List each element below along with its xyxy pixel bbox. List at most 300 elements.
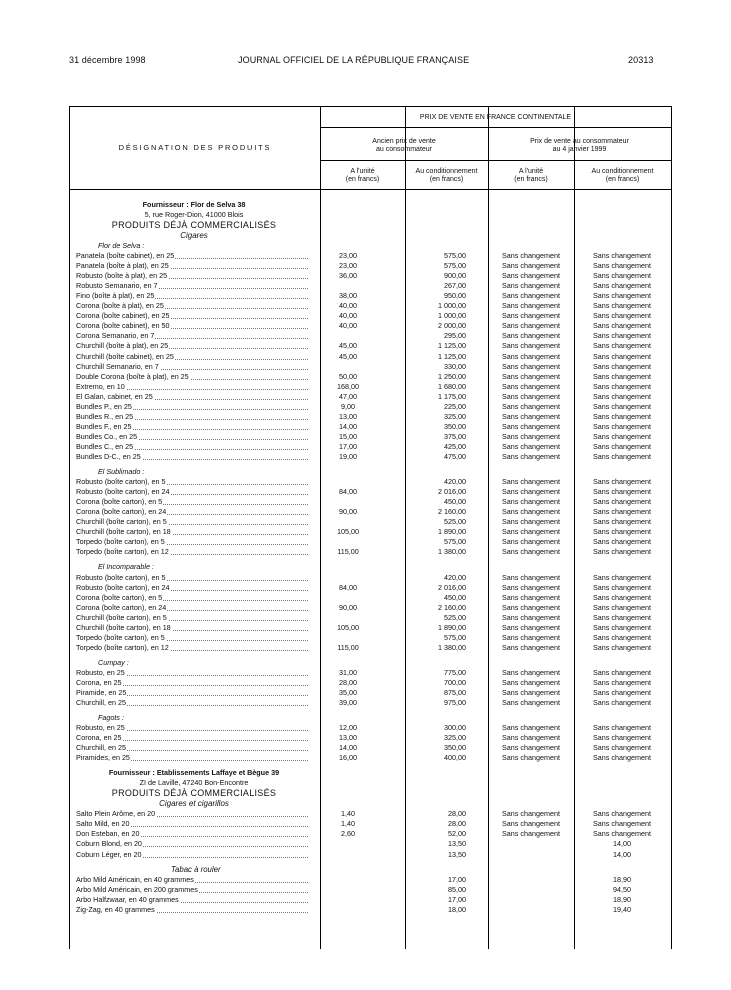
ancien-prix-conditionnement: 1 125,00 — [438, 341, 466, 351]
table-row — [76, 301, 670, 311]
table-row — [76, 573, 670, 583]
product-name — [76, 517, 308, 527]
product-name — [76, 311, 308, 321]
ancien-prix-conditionnement: 18,00 — [448, 904, 466, 914]
nouveau-prix-conditionnement: Sans changement — [593, 612, 651, 622]
product-name — [76, 819, 308, 829]
ancien-prix-unite: 105,00 — [337, 527, 359, 537]
table-row — [76, 885, 670, 895]
ancien-prix-conditionnement: 950,00 — [444, 291, 466, 301]
nouveau-prix-unite: Sans changement — [502, 371, 560, 381]
nouveau-prix-conditionnement: Sans changement — [593, 411, 651, 421]
ancien-prix-conditionnement: 1 175,00 — [438, 391, 466, 401]
supplier-address: ZI de Laville, 47240 Bon-Encontre — [139, 778, 249, 788]
product-name-text: Churchill (boîte carton), en 5 — [76, 612, 167, 622]
ancien-prix-conditionnement: 775,00 — [444, 667, 466, 677]
ancien-prix-conditionnement: 475,00 — [444, 451, 466, 461]
ancien-prix-unite: 40,00 — [339, 311, 357, 321]
product-name — [76, 643, 308, 653]
product-name — [76, 291, 308, 301]
ancien-prix-conditionnement: 575,00 — [444, 537, 466, 547]
ancien-prix-unite: 14,00 — [339, 743, 357, 753]
nouveau-prix-conditionnement: Sans changement — [593, 517, 651, 527]
ancien-prix-conditionnement: 575,00 — [444, 261, 466, 271]
nouveau-prix-unite: Sans changement — [502, 441, 560, 451]
ancien-prix-unite: 36,00 — [339, 271, 357, 281]
ancien-prix-unite: 39,00 — [339, 698, 357, 708]
ancien-prix-unite: 84,00 — [339, 487, 357, 497]
nouveau-prix-conditionnement: Sans changement — [593, 331, 651, 341]
ancien-prix-conditionnement: 1 380,00 — [438, 547, 466, 557]
ancien-prix-unite: 90,00 — [339, 507, 357, 517]
product-name-text: Churchill, en 25 — [76, 743, 126, 753]
nouveau-prix-unite: Sans changement — [502, 477, 560, 487]
table-row — [76, 583, 670, 593]
nouveau-prix-unite: Sans changement — [502, 301, 560, 311]
col-cond-nouveau-line1: Au conditionnement — [591, 168, 654, 175]
product-name — [76, 251, 308, 261]
product-name-text: Bundles R., en 25 — [76, 411, 134, 421]
product-name-text: Arbo Mild Américain, en 200 grammes — [76, 884, 198, 894]
table-row — [76, 477, 670, 487]
product-name — [76, 301, 308, 311]
product-name-text: Corona (boîte cabinet), en 50 — [76, 321, 170, 331]
nouveau-prix-unite: Sans changement — [502, 677, 560, 687]
nouveau-prix-conditionnement: Sans changement — [593, 753, 651, 763]
nouveau-prix-conditionnement: Sans changement — [593, 261, 651, 271]
product-name-text: Corona (boîte carton), en 5 — [76, 497, 163, 507]
ancien-prix-conditionnement: 295,00 — [444, 331, 466, 341]
nouveau-prix-unite: Sans changement — [502, 351, 560, 361]
ancien-prix-conditionnement: 325,00 — [444, 733, 466, 743]
nouveau-prix-conditionnement: Sans changement — [593, 527, 651, 537]
ancien-prix-conditionnement: 2 016,00 — [438, 582, 466, 592]
table-row — [76, 341, 670, 351]
ancien-prix-conditionnement: 1 250,00 — [438, 371, 466, 381]
ancien-prix-conditionnement: 267,00 — [444, 281, 466, 291]
nouveau-prix-conditionnement: Sans changement — [593, 592, 651, 602]
header-date: 31 décembre 1998 — [69, 55, 146, 65]
nouveau-prix-conditionnement: Sans changement — [593, 688, 651, 698]
nouveau-prix-line1: Prix de vente au consommateur — [530, 138, 629, 145]
product-name-text: Bundles D-C., en 25 — [76, 451, 141, 461]
table-row — [76, 819, 670, 829]
ancien-prix-unite: 105,00 — [337, 622, 359, 632]
header-page-number: 20313 — [628, 55, 654, 65]
col-cond-ancien-line1: Au conditionnement — [415, 168, 478, 175]
col-unite-nouveau-line1: A l'unité — [518, 168, 544, 175]
ancien-prix-unite: 45,00 — [339, 341, 357, 351]
product-name-text: Zig-Zag, en 40 grammes — [76, 904, 155, 914]
product-name-text: Panatela (boîte cabinet), en 25 — [76, 251, 175, 261]
group-title-text: Cumpay : — [98, 657, 129, 667]
nouveau-prix-unite: Sans changement — [502, 753, 560, 763]
product-name — [76, 372, 308, 382]
ancien-prix-conditionnement: 330,00 — [444, 361, 466, 371]
ancien-prix-unite: 14,00 — [339, 421, 357, 431]
table-row — [76, 743, 670, 753]
table-row — [76, 875, 670, 885]
table-row — [76, 678, 670, 688]
product-name-text: Robusto, en 25 — [76, 723, 125, 733]
nouveau-prix-conditionnement: Sans changement — [593, 602, 651, 612]
product-name — [76, 341, 308, 351]
product-name-text: Piramide, en 25 — [76, 688, 127, 698]
product-name-text: Coburn Léger, en 20 — [76, 849, 142, 859]
ancien-prix-unite: 2,60 — [341, 829, 355, 839]
table-row — [76, 643, 670, 653]
product-group-title — [76, 658, 670, 668]
product-name — [76, 829, 308, 839]
nouveau-prix-conditionnement: Sans changement — [593, 431, 651, 441]
ancien-prix-conditionnement: 1 890,00 — [438, 527, 466, 537]
nouveau-prix-unite: Sans changement — [502, 411, 560, 421]
ancien-prix-conditionnement: 1 380,00 — [438, 642, 466, 652]
ancien-prix-unite: 35,00 — [339, 688, 357, 698]
nouveau-prix-conditionnement: Sans changement — [593, 497, 651, 507]
table-row — [76, 487, 670, 497]
nouveau-prix-conditionnement: 14,00 — [613, 849, 631, 859]
nouveau-prix-conditionnement: Sans changement — [593, 441, 651, 451]
ancien-prix-unite: 84,00 — [339, 582, 357, 592]
nouveau-prix-conditionnement: Sans changement — [593, 723, 651, 733]
table-row — [76, 497, 670, 507]
product-name-text: Double Corona (boîte à plat), en 25 — [76, 371, 189, 381]
ancien-prix-conditionnement: 225,00 — [444, 401, 466, 411]
table-row — [76, 668, 670, 678]
nouveau-prix-conditionnement: Sans changement — [593, 321, 651, 331]
product-name — [76, 352, 308, 362]
product-name — [76, 583, 308, 593]
product-name-text: Don Esteban, en 20 — [76, 829, 140, 839]
nouveau-prix-conditionnement: Sans changement — [593, 421, 651, 431]
product-name-text: Robusto (boîte à plat), en 25 — [76, 271, 168, 281]
product-name — [76, 809, 308, 819]
supplier-name: Fournisseur : Etablissements Laffaye et Bègue 39 — [108, 768, 280, 778]
nouveau-prix-unite: Sans changement — [502, 688, 560, 698]
nouveau-prix-unite: Sans changement — [502, 592, 560, 602]
product-name-text: Torpedo (boîte carton), en 5 — [76, 632, 165, 642]
ancien-prix-unite: 1,40 — [341, 809, 355, 819]
nouveau-prix-heading — [488, 138, 671, 154]
ancien-prix-conditionnement: 420,00 — [444, 572, 466, 582]
table-row — [76, 723, 670, 733]
product-name-text: Bundles P., en 25 — [76, 401, 132, 411]
product-name-text: Corona, en 25 — [76, 733, 122, 743]
nouveau-prix-unite: Sans changement — [502, 431, 560, 441]
supplier-address: 5, rue Roger-Dion, 41000 Blois — [144, 210, 244, 219]
nouveau-prix-unite: Sans changement — [502, 361, 560, 371]
nouveau-prix-unite: Sans changement — [502, 517, 560, 527]
nouveau-prix-unite: Sans changement — [502, 632, 560, 642]
nouveau-prix-unite: Sans changement — [502, 537, 560, 547]
group-title-text: Flor de Selva : — [98, 241, 145, 250]
header-rule — [320, 160, 671, 161]
ancien-prix-heading — [320, 138, 488, 154]
nouveau-prix-unite: Sans changement — [502, 421, 560, 431]
ancien-prix-unite: 12,00 — [339, 723, 357, 733]
nouveau-prix-conditionnement: Sans changement — [593, 281, 651, 291]
table-row — [76, 613, 670, 623]
supplier-products — [76, 241, 670, 763]
table-row — [76, 372, 670, 382]
product-group-title — [76, 713, 670, 723]
nouveau-prix-conditionnement: Sans changement — [593, 311, 651, 321]
product-name-text: Salto Plein Arôme, en 20 — [76, 809, 156, 819]
nouveau-prix-unite: Sans changement — [502, 547, 560, 557]
nouveau-prix-conditionnement: 18,90 — [613, 894, 631, 904]
ancien-prix-unite: 13,00 — [339, 411, 357, 421]
header-title: JOURNAL OFFICIEL DE LA RÉPUBLIQUE FRANÇAISE — [238, 55, 470, 65]
nouveau-prix-line2: au 4 janvier 1999 — [552, 146, 607, 153]
nouveau-prix-unite: Sans changement — [502, 341, 560, 351]
nouveau-prix-conditionnement: Sans changement — [593, 622, 651, 632]
table-row — [76, 547, 670, 557]
supplier-category: Cigares et cigarillos — [159, 799, 229, 809]
col-unite-nouveau — [488, 168, 574, 184]
product-name-text: Robusto (boîte carton), en 5 — [76, 477, 166, 487]
ancien-prix-conditionnement: 28,00 — [448, 819, 466, 829]
group-title-text: El Incomparable : — [98, 562, 154, 572]
nouveau-prix-conditionnement: Sans changement — [593, 381, 651, 391]
nouveau-prix-conditionnement: Sans changement — [593, 351, 651, 361]
ancien-prix-conditionnement: 85,00 — [448, 884, 466, 894]
product-name — [76, 688, 308, 698]
nouveau-prix-conditionnement: Sans changement — [593, 271, 651, 281]
ancien-prix-conditionnement: 2 016,00 — [438, 487, 466, 497]
ancien-prix-conditionnement: 900,00 — [444, 271, 466, 281]
ancien-prix-conditionnement: 575,00 — [444, 251, 466, 261]
supplier-status: PRODUITS DÉJÀ COMMERCIALISÉS — [111, 220, 277, 230]
ancien-prix-unite: 115,00 — [337, 547, 359, 557]
nouveau-prix-unite: Sans changement — [502, 381, 560, 391]
ancien-prix-conditionnement: 525,00 — [444, 517, 466, 527]
ancien-prix-unite: 19,00 — [339, 451, 357, 461]
group-title-text: Fagots : — [98, 713, 124, 723]
product-name — [76, 507, 308, 517]
table-row — [76, 905, 670, 915]
ancien-prix-conditionnement: 350,00 — [444, 421, 466, 431]
table-row — [76, 850, 670, 860]
col-cond-ancien-line2: (en francs) — [429, 176, 464, 183]
product-name-text: Churchill (boîte carton), en 18 — [76, 527, 171, 537]
col-cond-nouveau-line2: (en francs) — [605, 176, 640, 183]
table-row — [76, 839, 670, 849]
product-group-title — [76, 241, 670, 251]
ancien-prix-conditionnement: 575,00 — [444, 632, 466, 642]
ancien-prix-conditionnement: 1 125,00 — [438, 351, 466, 361]
table-row — [76, 593, 670, 603]
ancien-prix-conditionnement: 375,00 — [444, 431, 466, 441]
ancien-prix-unite: 115,00 — [337, 642, 359, 652]
nouveau-prix-conditionnement: Sans changement — [593, 743, 651, 753]
product-name — [76, 593, 308, 603]
ancien-prix-conditionnement: 975,00 — [444, 698, 466, 708]
product-name — [76, 698, 308, 708]
ancien-prix-conditionnement: 425,00 — [444, 441, 466, 451]
supplier-block — [69, 768, 663, 809]
product-name-text: Arbo Halfzwaar, en 40 grammes — [76, 894, 179, 904]
product-name — [76, 613, 308, 623]
nouveau-prix-unite: Sans changement — [502, 451, 560, 461]
col-unite-ancien-line1: A l'unité — [350, 168, 375, 175]
product-name-text: Churchill (boîte à plat), en 25 — [76, 341, 169, 351]
nouveau-prix-conditionnement: Sans changement — [593, 572, 651, 582]
ancien-prix-conditionnement: 2 160,00 — [438, 602, 466, 612]
product-group-title — [76, 467, 670, 477]
product-name — [76, 678, 308, 688]
col-unite-ancien-line2: (en francs) — [345, 176, 380, 183]
nouveau-prix-unite: Sans changement — [502, 602, 560, 612]
ancien-prix-conditionnement: 28,00 — [448, 809, 466, 819]
ancien-prix-unite: 23,00 — [339, 261, 357, 271]
ancien-prix-line2: au consommateur — [375, 146, 433, 153]
nouveau-prix-conditionnement: 18,90 — [613, 874, 631, 884]
table-row — [76, 291, 670, 301]
nouveau-prix-unite: Sans changement — [502, 723, 560, 733]
nouveau-prix-unite: Sans changement — [502, 582, 560, 592]
product-name — [76, 442, 308, 452]
table-row — [76, 507, 670, 517]
table-row — [76, 321, 670, 331]
nouveau-prix-conditionnement: Sans changement — [593, 391, 651, 401]
product-name — [76, 487, 308, 497]
product-name — [76, 392, 308, 402]
col-cond-nouveau — [574, 168, 671, 184]
ancien-prix-unite: 15,00 — [339, 431, 357, 441]
table-row — [76, 382, 670, 392]
table-row — [76, 362, 670, 372]
ancien-prix-line1: Ancien prix de vente — [372, 138, 436, 145]
product-name-text: Corona Semanario, en 7 — [76, 331, 155, 341]
table-row — [76, 527, 670, 537]
table-row — [76, 623, 670, 633]
nouveau-prix-unite: Sans changement — [502, 622, 560, 632]
product-name — [76, 885, 308, 895]
ancien-prix-unite: 90,00 — [339, 602, 357, 612]
ancien-prix-conditionnement: 1 000,00 — [438, 311, 466, 321]
product-name — [76, 850, 308, 860]
nouveau-prix-unite: Sans changement — [502, 733, 560, 743]
product-name-text: Piramides, en 25 — [76, 753, 130, 763]
product-name — [76, 723, 308, 733]
table-row — [76, 412, 670, 422]
product-name — [76, 362, 308, 372]
product-name-text: Churchill (boîte carton), en 18 — [76, 622, 171, 632]
nouveau-prix-unite: Sans changement — [502, 612, 560, 622]
col-unite-ancien — [320, 168, 405, 184]
nouveau-prix-conditionnement: Sans changement — [593, 677, 651, 687]
ancien-prix-unite: 23,00 — [339, 251, 357, 261]
product-name-text: Robusto (boîte carton), en 24 — [76, 487, 170, 497]
product-name — [76, 452, 308, 462]
nouveau-prix-unite: Sans changement — [502, 507, 560, 517]
ancien-prix-unite: 40,00 — [339, 321, 357, 331]
nouveau-prix-conditionnement: Sans changement — [593, 547, 651, 557]
product-name — [76, 477, 308, 487]
ancien-prix-conditionnement: 875,00 — [444, 688, 466, 698]
table-row — [76, 753, 670, 763]
nouveau-prix-conditionnement: Sans changement — [593, 401, 651, 411]
product-name — [76, 743, 308, 753]
ancien-prix-conditionnement: 13,50 — [448, 849, 466, 859]
product-name-text: Torpedo (boîte carton), en 5 — [76, 537, 165, 547]
nouveau-prix-conditionnement: 94,50 — [613, 884, 631, 894]
product-name-text: Coburn Blond, en 20 — [76, 839, 142, 849]
nouveau-prix-conditionnement: Sans changement — [593, 698, 651, 708]
product-name — [76, 412, 308, 422]
nouveau-prix-conditionnement: Sans changement — [593, 829, 651, 839]
supplier-status: PRODUITS DÉJÀ COMMERCIALISÉS — [111, 788, 277, 799]
table-row — [76, 331, 670, 341]
product-name — [76, 733, 308, 743]
table-row — [76, 829, 670, 839]
product-name-text: Corona (boîte carton), en 24 — [76, 507, 167, 517]
ancien-prix-unite: 50,00 — [339, 371, 357, 381]
product-name — [76, 753, 308, 763]
table-row — [76, 392, 670, 402]
nouveau-prix-conditionnement: Sans changement — [593, 477, 651, 487]
nouveau-prix-conditionnement: Sans changement — [593, 487, 651, 497]
nouveau-prix-unite: Sans changement — [502, 819, 560, 829]
product-name — [76, 623, 308, 633]
product-name-text: Extremo, en 10 — [76, 381, 125, 391]
nouveau-prix-conditionnement: Sans changement — [593, 361, 651, 371]
ancien-prix-conditionnement: 2 160,00 — [438, 507, 466, 517]
product-name-text: Fino (boîte à plat), en 25 — [76, 291, 155, 301]
product-group-title — [76, 865, 670, 875]
product-name-text: Churchill, en 25 — [76, 698, 126, 708]
product-name-text: Robusto Semanario, en 7 — [76, 281, 158, 291]
nouveau-prix-conditionnement: Sans changement — [593, 451, 651, 461]
ancien-prix-conditionnement: 525,00 — [444, 612, 466, 622]
product-name — [76, 573, 308, 583]
ancien-prix-conditionnement: 450,00 — [444, 592, 466, 602]
ancien-prix-unite: 13,00 — [339, 733, 357, 743]
nouveau-prix-unite: Sans changement — [502, 527, 560, 537]
nouveau-prix-conditionnement: 19,40 — [613, 904, 631, 914]
table-body — [76, 200, 670, 915]
nouveau-prix-unite: Sans changement — [502, 698, 560, 708]
product-name — [76, 321, 308, 331]
nouveau-prix-unite: Sans changement — [502, 291, 560, 301]
product-name — [76, 547, 308, 557]
nouveau-prix-unite: Sans changement — [502, 829, 560, 839]
ancien-prix-unite: 38,00 — [339, 291, 357, 301]
ancien-prix-unite: 31,00 — [339, 667, 357, 677]
product-name-text: Arbo Mild Américain, en 40 grammes — [76, 874, 194, 884]
product-name-text: Robusto (boîte carton), en 24 — [76, 582, 170, 592]
product-name — [76, 905, 308, 915]
table-row — [76, 895, 670, 905]
table-row — [76, 281, 670, 291]
product-name — [76, 895, 308, 905]
table-row — [76, 271, 670, 281]
product-name-text: Torpedo (boîte carton), en 12 — [76, 642, 169, 652]
nouveau-prix-conditionnement: Sans changement — [593, 371, 651, 381]
product-name — [76, 402, 308, 412]
product-name-text: Churchill (boîte carton), en 5 — [76, 517, 167, 527]
ancien-prix-conditionnement: 17,00 — [448, 874, 466, 884]
nouveau-prix-unite: Sans changement — [502, 261, 560, 271]
nouveau-prix-conditionnement: Sans changement — [593, 733, 651, 743]
ancien-prix-conditionnement: 350,00 — [444, 743, 466, 753]
group-title-text: Tabac à rouler — [171, 864, 221, 874]
nouveau-prix-unite: Sans changement — [502, 642, 560, 652]
product-name — [76, 271, 308, 281]
ancien-prix-conditionnement: 420,00 — [444, 477, 466, 487]
product-name-text: Bundles Co., en 25 — [76, 431, 138, 441]
